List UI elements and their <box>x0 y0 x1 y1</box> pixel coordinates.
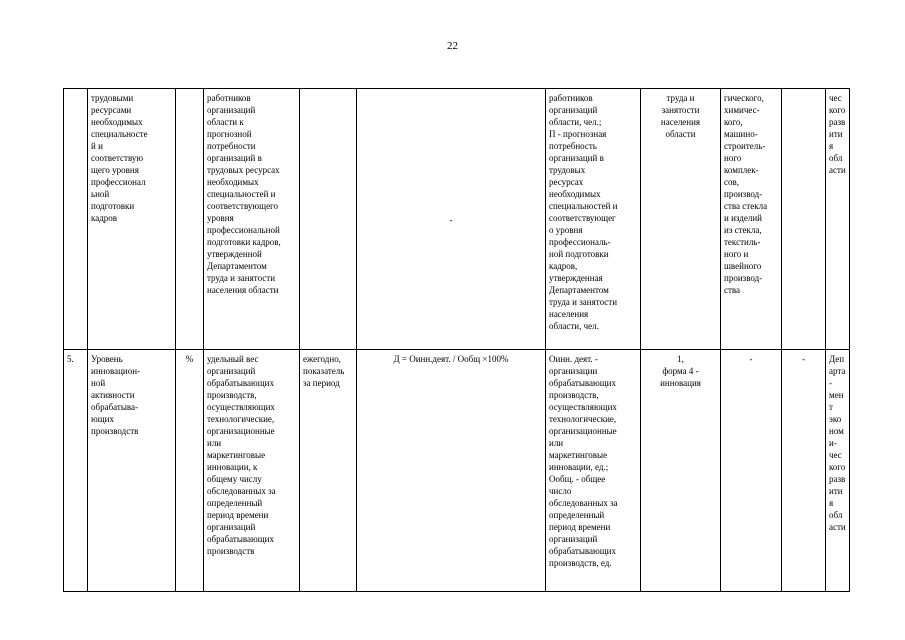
cell-extra: - <box>782 350 826 592</box>
cell-periodicity: ежегодно, показатель за период <box>300 350 357 592</box>
cell-number: 5. <box>64 350 88 592</box>
cell-responsible: Департа- мент экономи- ческого развития области <box>826 350 850 592</box>
cell-definition: работников организаций области к прогнозной потребности организаций в трудовых ресурсах необходимых специальностей и соответствующего уровня профессиональной подготовки кадров, утвержденной Департаментом труда и занятости населения области <box>204 89 300 350</box>
page-number: 22 <box>447 40 458 52</box>
cell-periodicity <box>300 89 357 350</box>
cell-industries: - <box>721 350 782 592</box>
cell-unit: % <box>176 350 204 592</box>
cell-number <box>64 89 88 350</box>
cell-extra <box>782 89 826 350</box>
cell-variables: работников организаций области, чел.; П - прогнозная потребность организаций в трудовых ресурсах необходимых специальностей и соответствующег о уровня профессиональ- ной подготовки кадров, утвержденная Департаментом труда и занятости населения области, чел. <box>546 89 641 350</box>
cell-indicator-name: Уровень инновацион- ной активности обрабатыва- ющих производств <box>88 350 176 592</box>
table-row <box>64 89 850 350</box>
indicators-table <box>63 88 850 592</box>
cell-formula: Д = Оинн.деят. / Ообщ ×100% <box>357 350 546 592</box>
cell-indicator-name: трудовыми ресурсами необходимых специальносте й и соответствую щего уровня профессионал ьной подготовки кадров <box>88 89 176 350</box>
cell-formula: - <box>357 89 546 350</box>
cell-definition: удельный вес организаций обрабатывающих производств, осуществляющих технологические, организационные или маркетинговые инновации, к общему числу обследованных за определенный период времени организаций обрабатывающих производств <box>204 350 300 592</box>
cell-industries: гического, химичес- кого, машино- строитель- ного комплек- сов, производ- ства стекла и изделий из стекла, текстиль- ного и швейного производ- ства <box>721 89 782 350</box>
table-row <box>64 350 850 592</box>
cell-responsible: ческого развития области <box>826 89 850 350</box>
cell-variables: Оинн. деят. - организации обрабатывающих производств, осуществляющих технологические, организационные или маркетинговые инновации, ед.; Ообщ. - общее число обследованных за определенный период времени организаций обрабатывающих производств, ед. <box>546 350 641 592</box>
cell-unit <box>176 89 204 350</box>
cell-source: 1, форма 4 - инновация <box>641 350 721 592</box>
cell-source: труда и занятости населения области <box>641 89 721 350</box>
